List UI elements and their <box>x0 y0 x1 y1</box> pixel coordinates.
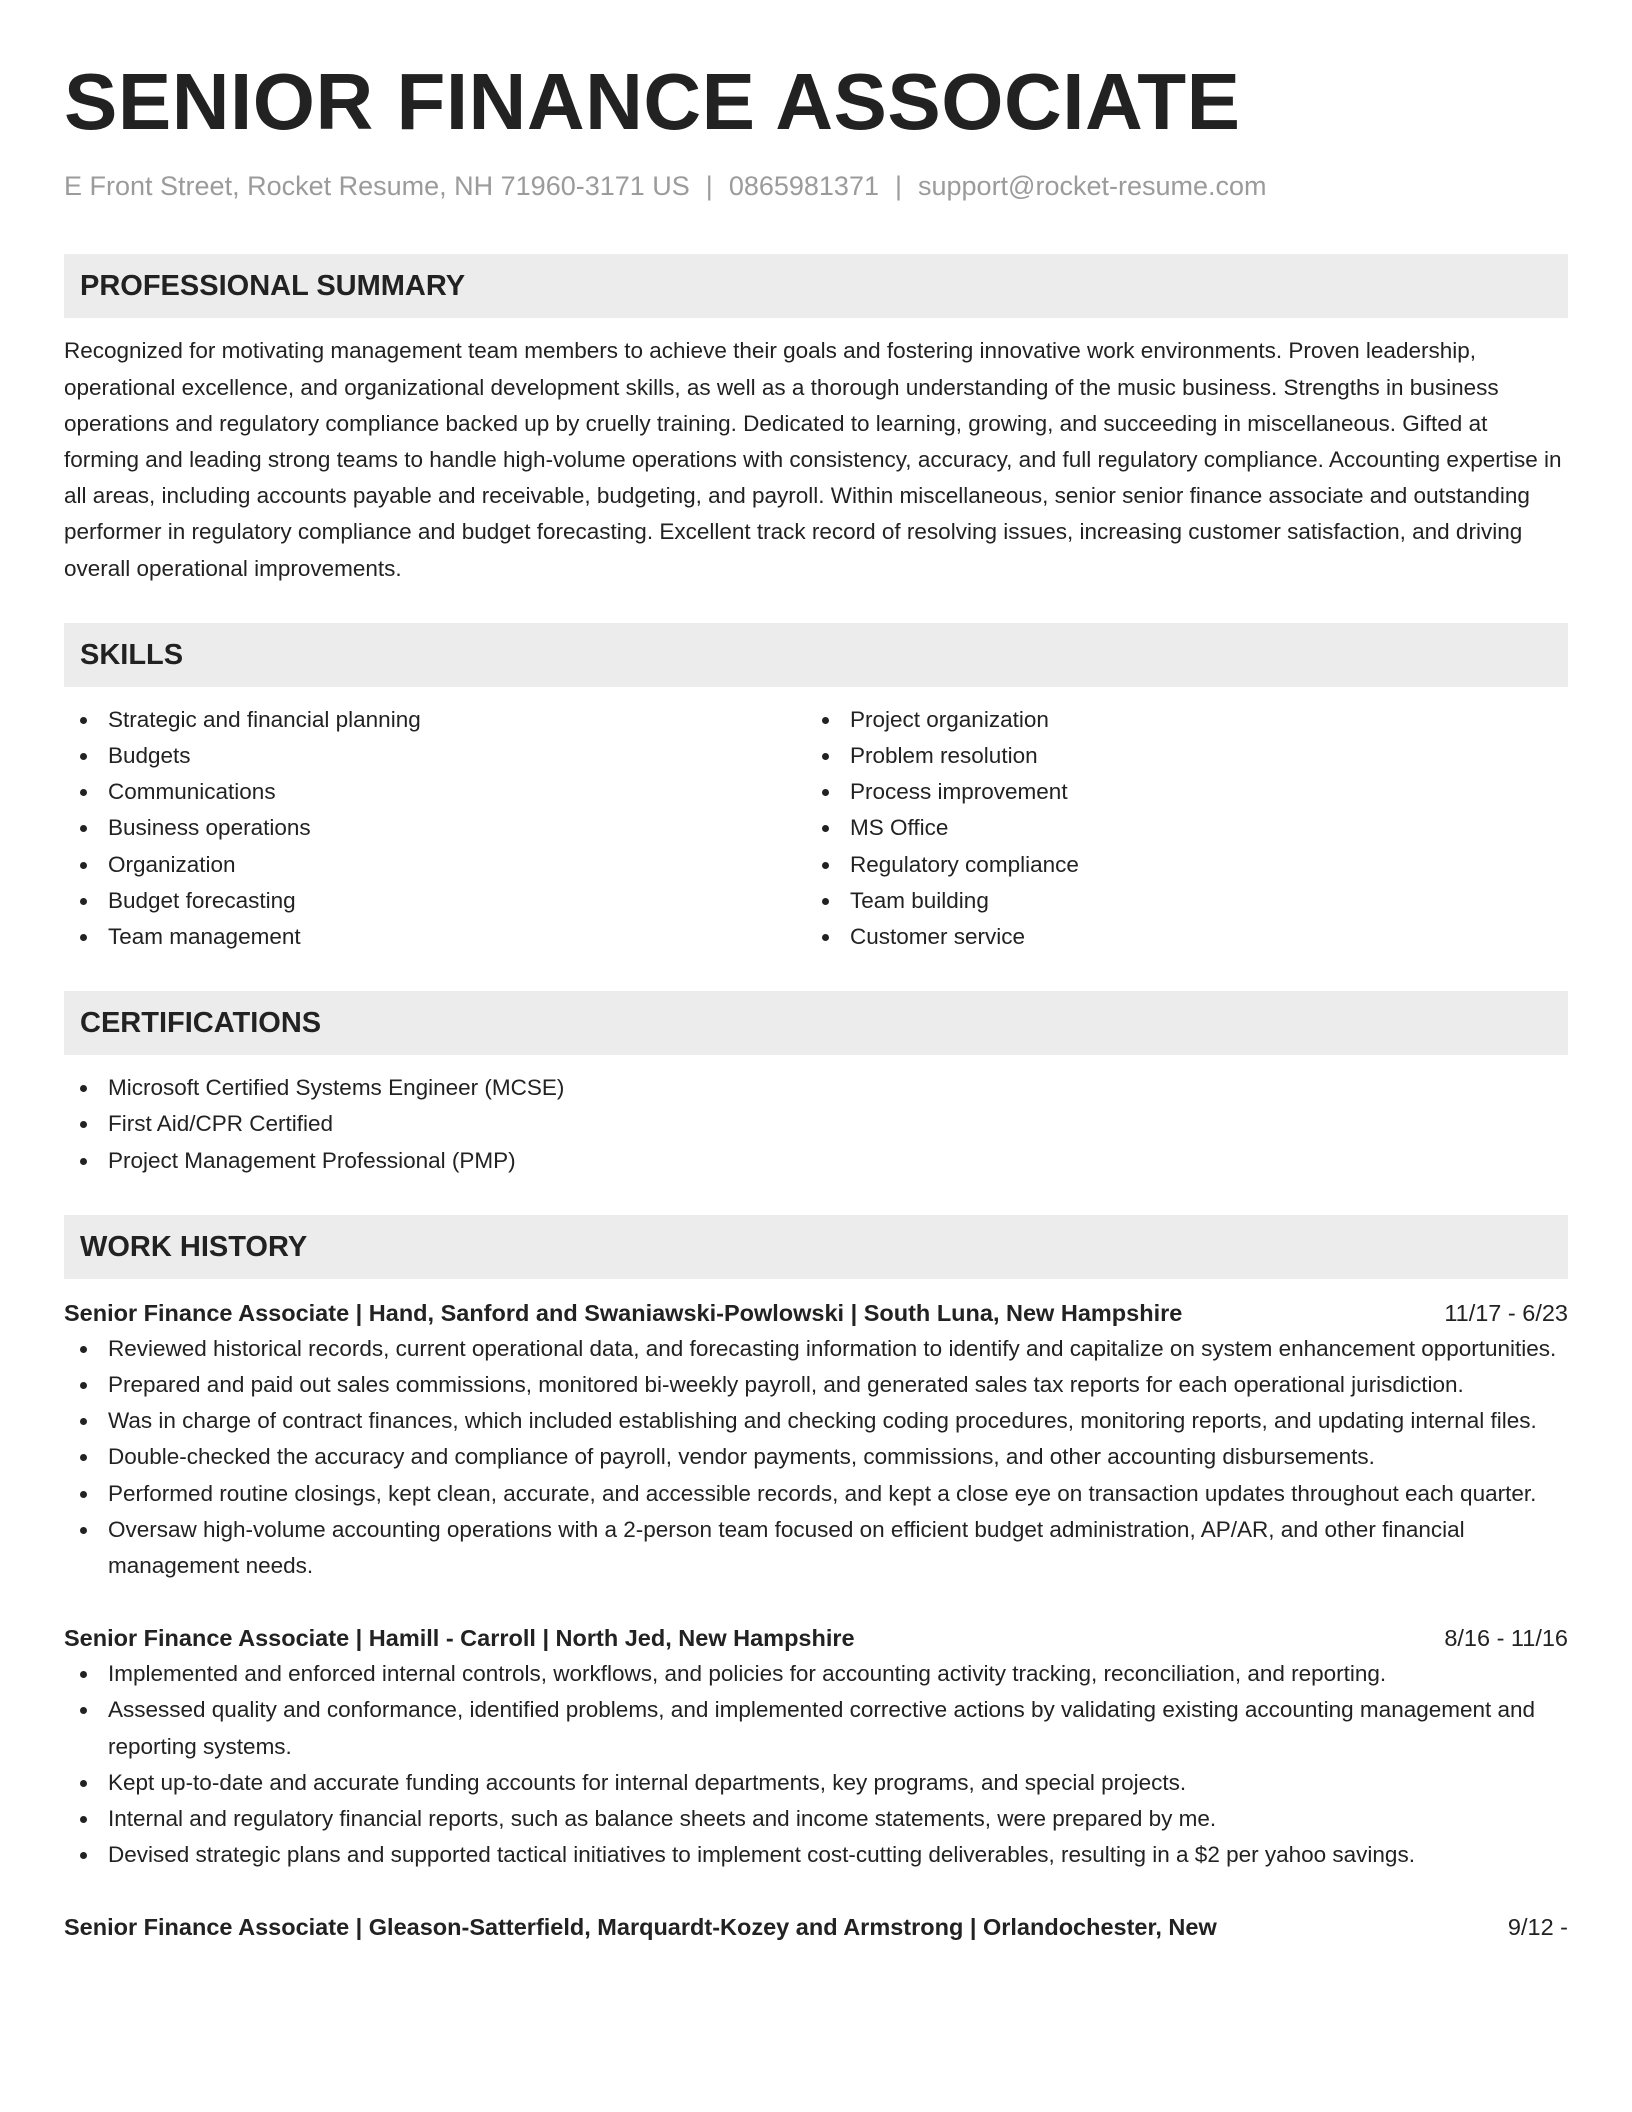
job-dates: 11/17 - 6/23 <box>1444 1299 1568 1326</box>
candidate-name: SENIOR FINANCE ASSOCIATE <box>64 57 1241 146</box>
list-item: Regulatory compliance <box>806 847 1548 883</box>
skills-column-left <box>64 702 806 955</box>
list-item: Problem resolution <box>806 738 1548 774</box>
job-bullet: Performed routine closings, kept clean, accurate, and accessible records, and kept a close eye on transaction updates throughout each quarter. <box>64 1476 1568 1512</box>
skills-left-list <box>64 702 806 955</box>
contact-email: support@rocket-resume.com <box>918 171 1267 201</box>
skills-right-list <box>806 702 1548 955</box>
list-item: Process improvement <box>806 774 1548 810</box>
job-bullet: Reviewed historical records, current operational data, and forecasting information to identify and capitalize on system enhancement opportunities. <box>64 1331 1568 1367</box>
job-bullets <box>64 1331 1568 1584</box>
job-bullet: Kept up-to-date and accurate funding accounts for internal departments, key programs, and special projects. <box>64 1765 1568 1801</box>
list-item: Business operations <box>64 810 806 846</box>
skills-list <box>64 702 1568 955</box>
job-title: Senior Finance Associate | Hamill - Carroll | North Jed, New Hampshire <box>64 1625 855 1652</box>
job-bullet: Implemented and enforced internal controls, workflows, and policies for accounting activity tracking, reconciliation, and reporting. <box>64 1656 1568 1692</box>
list-item: Project Management Professional (PMP) <box>64 1143 1568 1179</box>
job-title: Senior Finance Associate | Hand, Sanford and Swaniawski-Powlowski | South Luna, New Hampshire <box>64 1299 1183 1326</box>
job-bullet: Was in charge of contract finances, which included establishing and checking coding procedures, monitoring reports, and updating internal files. <box>64 1403 1568 1439</box>
list-item: First Aid/CPR Certified <box>64 1106 1568 1142</box>
list-item: MS Office <box>806 810 1548 846</box>
contact-separator: | <box>705 171 713 201</box>
list-item: Team building <box>806 883 1548 919</box>
job-entry <box>64 1295 1568 1584</box>
skills-column-right <box>806 702 1548 955</box>
contact-address: E Front Street, Rocket Resume, NH 71960-3171 US <box>64 171 690 201</box>
job-dates: 9/12 - <box>1507 1914 1568 1941</box>
contact-separator: | <box>894 171 902 201</box>
summary-text: Recognized for motivating management team members to achieve their goals and fostering innovative work environments. Proven leadership, operational excellence, and organizational development skills, as well as a thorough understanding of the music business. Strengths in business operations and regulatory compliance backed up by cruelly training. Dedicated to learning, growing, and succeeding in miscellaneous. Gifted at forming and leading strong teams to handle high-volume operations with consistency, accuracy, and full regulatory compliance. Accounting expertise in all areas, including accounts payable and receivable, budgeting, and payroll. Within miscellaneous, senior senior finance associate and outstanding performer in regulatory compliance and budget forecasting. Excellent track record of resolving issues, increasing customer satisfaction, and driving overall operational improvements. <box>64 338 1562 581</box>
job-header <box>64 1909 1568 1945</box>
section-title-certifications: CERTIFICATIONS <box>64 991 1568 1055</box>
job-bullet: Prepared and paid out sales commissions, monitored bi-weekly payroll, and generated sales tax reports for each operational jurisdiction. <box>64 1367 1568 1403</box>
job-bullet: Oversaw high-volume accounting operations with a 2-person team focused on efficient budget administration, AP/AR, and other financial management needs. <box>64 1512 1568 1584</box>
list-item: Organization <box>64 847 806 883</box>
job-bullet: Internal and regulatory financial reports, such as balance sheets and income statements, were prepared by me. <box>64 1801 1568 1837</box>
job-header <box>64 1620 1568 1656</box>
list-item: Budget forecasting <box>64 883 806 919</box>
job-bullet: Assessed quality and conformance, identified problems, and implemented corrective actions by validating existing accounting management and reporting systems. <box>64 1692 1568 1764</box>
certifications-list <box>64 1070 1568 1179</box>
list-item: Team management <box>64 919 806 955</box>
job-bullet: Double-checked the accuracy and compliance of payroll, vendor payments, commissions, and other accounting disbursements. <box>64 1439 1568 1475</box>
job-entry <box>64 1909 1568 1945</box>
section-title-summary: PROFESSIONAL SUMMARY <box>64 254 1568 318</box>
job-dates: 8/16 - 11/16 <box>1444 1625 1568 1652</box>
section-title-work-history: WORK HISTORY <box>64 1215 1568 1279</box>
list-item: Microsoft Certified Systems Engineer (MCSE) <box>64 1070 1568 1106</box>
list-item: Customer service <box>806 919 1548 955</box>
list-item: Strategic and financial planning <box>64 702 806 738</box>
contact-phone: 0865981371 <box>728 171 879 201</box>
job-title: Senior Finance Associate | Gleason-Satterfield, Marquardt-Kozey and Armstrong | Orlandochester, New <box>64 1914 1217 1941</box>
job-header <box>64 1295 1568 1331</box>
list-item: Budgets <box>64 738 806 774</box>
section-title-skills: SKILLS <box>64 623 1568 687</box>
contact-line <box>64 170 1568 202</box>
list-item: Communications <box>64 774 806 810</box>
list-item: Project organization <box>806 702 1548 738</box>
job-bullets <box>64 1656 1568 1873</box>
certifications-items <box>64 1070 1568 1179</box>
job-bullet: Devised strategic plans and supported tactical initiatives to implement cost-cutting deliverables, resulting in a $2 per yahoo savings. <box>64 1837 1568 1873</box>
job-entry <box>64 1620 1568 1873</box>
work-history-list <box>64 1295 1568 1946</box>
